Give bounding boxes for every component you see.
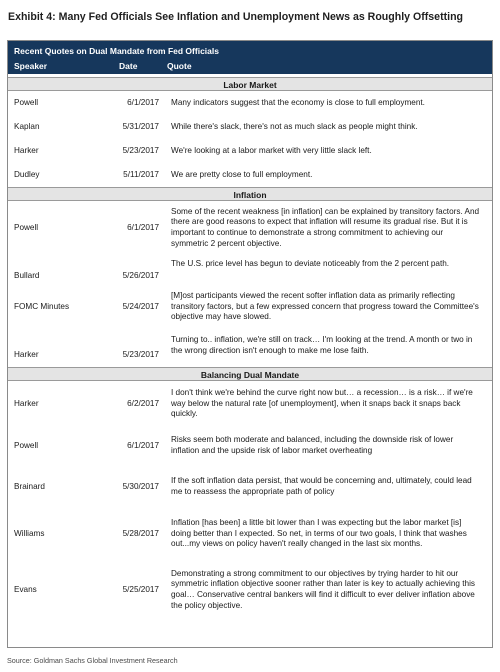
quote-cell: We're looking at a labor market with very little slack left. xyxy=(171,145,372,155)
quote-cell: The U.S. price level has begun to deviate noticeably from the 2 percent path. xyxy=(171,259,450,268)
date-cell: 5/25/2017 xyxy=(122,584,159,594)
quote-cell: Some of the recent weakness [in inflation] can be explained by transitory factors. And there are good reasons to expect that inflation will resume its gradual rise. But it is important to continue to demonstrate a strong commitment to achieving our symmetric 2 percent objective. xyxy=(171,206,480,248)
quote-cell: While there's slack, there's not as much slack as people might think. xyxy=(171,121,418,131)
speaker-cell: Powell xyxy=(14,97,39,107)
date-cell: 5/23/2017 xyxy=(122,350,159,360)
section-header-inflation: Inflation xyxy=(8,187,492,201)
table-row xyxy=(8,255,492,287)
date-cell: 6/1/2017 xyxy=(127,222,159,232)
quote-cell: [M]ost participants viewed the recent softer inflation data as primarily reflecting transitory factors, but a few expressed concern that progress toward the Committee's objective may have slowed. xyxy=(171,291,479,322)
table-row xyxy=(8,465,492,509)
quotes-table xyxy=(7,40,493,648)
table-row xyxy=(8,163,492,187)
table-row xyxy=(8,559,492,621)
date-cell: 5/31/2017 xyxy=(122,121,159,131)
table-row xyxy=(8,91,492,115)
speaker-cell: Dudley xyxy=(14,169,40,179)
quote-cell: I don't think we're behind the curve right now but… a recession… is a risk… if we're way below the natural rate [of unemployment], when it snaps back it snaps back quickly. xyxy=(171,388,473,419)
date-cell: 5/24/2017 xyxy=(122,301,159,311)
speaker-cell: Williams xyxy=(14,528,45,538)
speaker-cell: Harker xyxy=(14,398,39,408)
date-cell: 5/30/2017 xyxy=(122,481,159,491)
date-cell: 6/1/2017 xyxy=(127,440,159,450)
section-header-labor-market: Labor Market xyxy=(8,77,492,91)
quote-cell: Risks seem both moderate and balanced, including the downside risk of lower inflation and the upside risk of labor market overheating xyxy=(171,435,454,455)
speaker-cell: Brainard xyxy=(14,481,45,491)
speaker-cell: Kaplan xyxy=(14,121,40,131)
column-header-speaker: Speaker xyxy=(14,61,48,71)
quote-cell: Inflation [has been] a little bit lower than I was expecting but the labor market [is] doing better than I expected. So net, in terms of our two goals, I think that washes out...my views on policy haven't really changed in the last six months. xyxy=(171,518,467,549)
quote-cell: Turning to.. inflation, we're still on track… I'm looking at the trend. A month or two in the wrong direction isn't enough to make me lose faith. xyxy=(171,335,473,355)
date-cell: 6/2/2017 xyxy=(127,398,159,408)
date-cell: 6/1/2017 xyxy=(127,97,159,107)
table-row xyxy=(8,509,492,559)
table-row xyxy=(8,287,492,327)
table-row xyxy=(8,201,492,255)
date-cell: 5/26/2017 xyxy=(122,271,159,281)
speaker-cell: Harker xyxy=(14,145,39,155)
column-header-quote: Quote xyxy=(167,61,192,71)
speaker-cell: Powell xyxy=(14,222,39,232)
table-row xyxy=(8,327,492,365)
table-title: Recent Quotes on Dual Mandate from Fed Officials xyxy=(14,46,219,56)
speaker-cell: Bullard xyxy=(14,271,40,281)
speaker-cell: FOMC Minutes xyxy=(14,301,70,311)
date-cell: 5/11/2017 xyxy=(123,169,159,179)
table-row xyxy=(8,381,492,427)
table-header xyxy=(8,41,492,74)
quote-cell: Demonstrating a strong commitment to our objectives by trying harder to hit our symmetric inflation objective sooner rather than later is key to actually achieving this goal… Conservative central bankers will find it difficult to ever deliver inflation above the policy objective. xyxy=(171,568,475,610)
speaker-cell: Harker xyxy=(14,350,39,360)
speaker-cell: Powell xyxy=(14,440,39,450)
table-row xyxy=(8,115,492,139)
date-cell: 5/23/2017 xyxy=(122,145,159,155)
speaker-cell: Evans xyxy=(14,584,37,594)
source-note: Source: Goldman Sachs Global Investment Research xyxy=(7,656,178,665)
quote-cell: If the soft inflation data persist, that would be concerning and, ultimately, could lead me to reassess the appropriate path of policy xyxy=(171,476,472,496)
section-header-balancing-dual-mandate: Balancing Dual Mandate xyxy=(8,367,492,381)
exhibit-title: Exhibit 4: Many Fed Officials See Inflation and Unemployment News as Roughly Offsetting xyxy=(8,11,464,23)
quote-cell: Many indicators suggest that the economy is close to full employment. xyxy=(171,97,425,107)
table-row xyxy=(8,139,492,163)
column-header-date: Date xyxy=(119,61,138,71)
quote-cell: We are pretty close to full employment. xyxy=(171,169,313,179)
date-cell: 5/28/2017 xyxy=(122,528,159,538)
table-row xyxy=(8,427,492,465)
